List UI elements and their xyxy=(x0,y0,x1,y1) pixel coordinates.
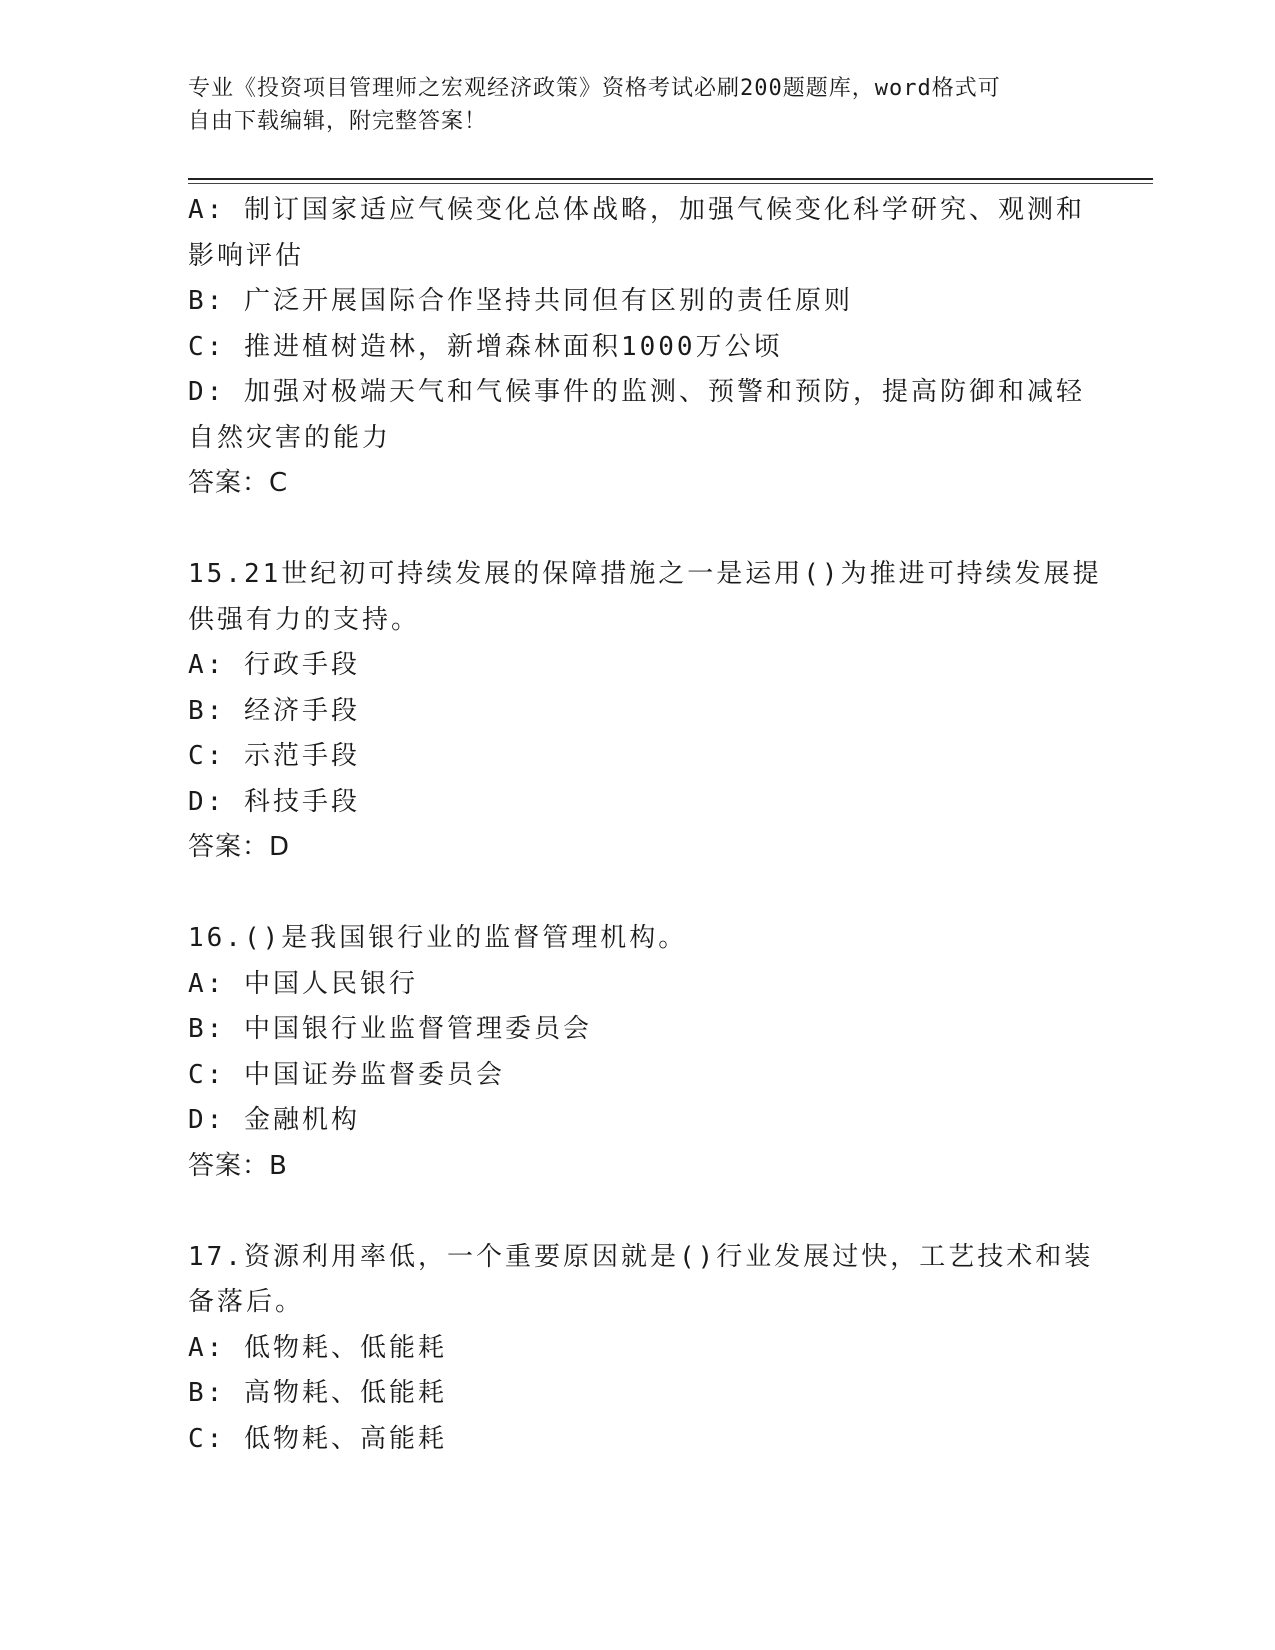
question-spacer xyxy=(188,871,1108,917)
option-b: B: 中国银行业监督管理委员会 xyxy=(188,1014,592,1044)
option-b: B: 广泛开展国际合作坚持共同但有区别的责任原则 xyxy=(188,286,853,316)
option-b: B: 经济手段 xyxy=(188,695,360,726)
header-divider-thin xyxy=(188,183,1153,184)
question-stem-continued: 备落后。 xyxy=(188,1287,305,1317)
option-c: C: 推进植树造林，新增森林面积1000万公顷 xyxy=(188,331,783,362)
question-16 xyxy=(188,916,1108,1189)
option-d: D: 加强对极端天气和气候事件的监测、预警和预防，提高防御和减轻 xyxy=(188,377,1085,407)
option-d: D: 科技手段 xyxy=(188,786,360,817)
option-a: A: 低物耗、低能耗 xyxy=(188,1332,447,1363)
answer-line: 答案：C xyxy=(188,468,289,498)
question-stem: 17.资源利用率低，一个重要原因就是()行业发展过快，工艺技术和装 xyxy=(188,1241,1094,1272)
question-14 xyxy=(188,188,1108,507)
question-spacer xyxy=(188,507,1108,553)
option-c: C: 示范手段 xyxy=(188,741,360,771)
option-d: D: 金融机构 xyxy=(188,1105,360,1135)
question-spacer xyxy=(188,1189,1108,1235)
option-c: C: 低物耗、高能耗 xyxy=(188,1423,447,1454)
question-stem-continued: 供强有力的支持。 xyxy=(188,604,421,635)
header-line-1: 专业《投资项目管理师之宏观经济政策》资格考试必刷200题题库，word格式可 xyxy=(188,76,1001,101)
option-c: C: 中国证券监督委员会 xyxy=(188,1059,505,1090)
option-a: A: 制订国家适应气候变化总体战略，加强气候变化科学研究、观测和 xyxy=(188,195,1085,225)
question-stem: 15.21世纪初可持续发展的保障措施之一是运用()为推进可持续发展提 xyxy=(188,559,1102,589)
option-d-continued: 自然灾害的能力 xyxy=(188,422,392,453)
question-stem: 16.()是我国银行业的监督管理机构。 xyxy=(188,923,688,953)
answer-line: 答案：B xyxy=(188,1150,288,1181)
answer-line: 答案：D xyxy=(188,832,291,862)
question-list xyxy=(188,188,1108,1462)
option-a: A: 行政手段 xyxy=(188,650,360,680)
option-a-continued: 影响评估 xyxy=(188,240,305,271)
header-line-2: 自由下载编辑，附完整答案！ xyxy=(188,109,488,134)
question-17 xyxy=(188,1235,1108,1463)
option-a: A: 中国人民银行 xyxy=(188,968,418,999)
document-header xyxy=(188,72,1088,138)
header-divider-thick xyxy=(188,178,1153,180)
option-b: B: 高物耗、低能耗 xyxy=(188,1378,447,1408)
question-15 xyxy=(188,552,1108,871)
